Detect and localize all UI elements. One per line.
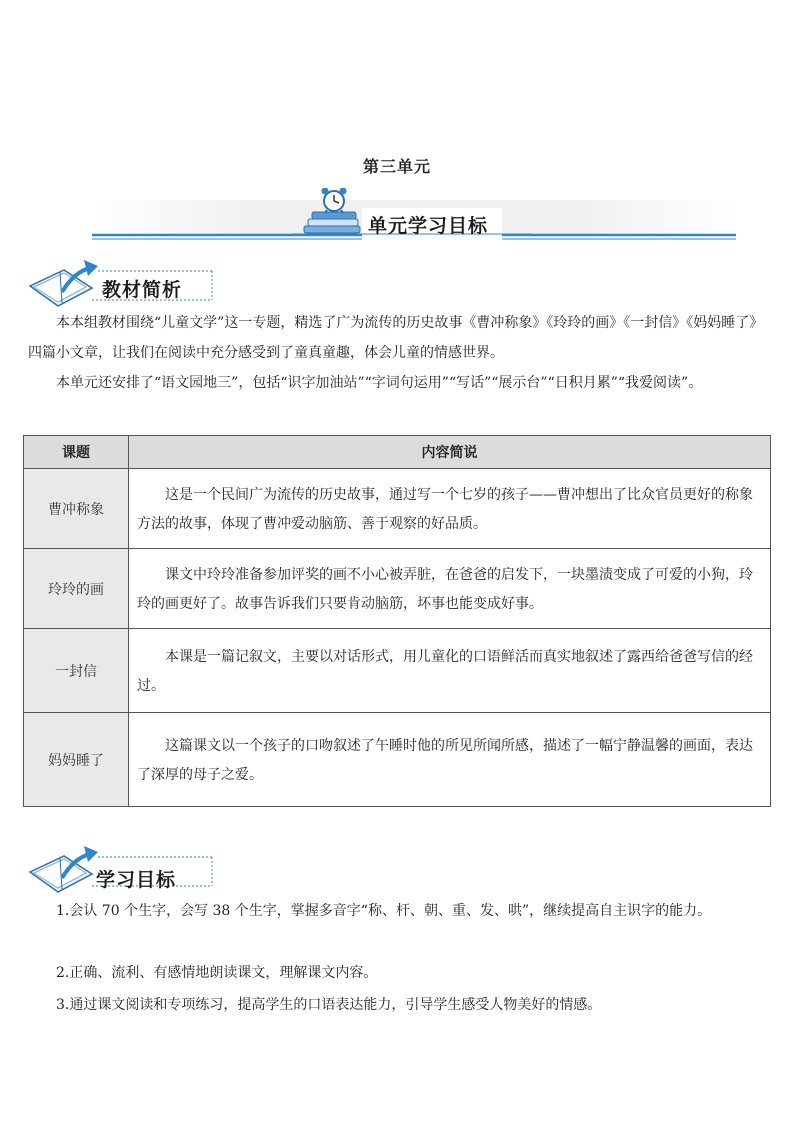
- table-cell-topic: 妈妈睡了: [24, 713, 129, 807]
- page-title: 第三单元: [362, 157, 431, 176]
- table-cell-summary: 课文中玲玲准备参加评奖的画不小心被弄脏，在爸爸的启发下，一块墨渍变成了可爱的小狗，玲玲的画更好了。故事告诉我们只要肯动脑筋，坏事也能变成好事。: [129, 549, 771, 629]
- analysis-paragraph-2: 本单元还安排了“语文园地三”，包括“识字加油站”“字词句运用”“写话”“展示台”“日积月累”“我爱阅读”。: [56, 375, 703, 391]
- table-row: [24, 629, 771, 713]
- table-cell-topic: 曹冲称象: [24, 469, 129, 549]
- goal-item-2: 2.正确、流利、有感情地朗读课文，理解课文内容。: [56, 965, 378, 981]
- table-row: [24, 713, 771, 807]
- banner-title: 单元学习目标: [368, 215, 489, 237]
- table-cell-summary: 这篇课文以一个孩子的口吻叙述了午睡时他的所见所闻所感，描述了一幅宁静温馨的画面，表达了深厚的母子之爱。: [129, 713, 771, 807]
- section-heading-goals: 学习目标: [96, 869, 177, 891]
- book-arrow-icon: [30, 846, 98, 892]
- table-cell-topic: 玲玲的画: [24, 549, 129, 629]
- table-row: [24, 469, 771, 549]
- book-arrow-icon: [30, 260, 98, 306]
- section-heading-analysis: 教材简析: [102, 279, 183, 301]
- goal-item-1: 1.会认 70 个生字，会写 38 个生字，掌握多音字“称、杆、朝、重、发、哄”，继续提高自主识字的能力。: [56, 903, 712, 919]
- table-cell-summary: 这是一个民间广为流传的历史故事，通过写一个七岁的孩子——曹冲想出了比众官员更好的称象方法的故事，体现了曹冲爱动脑筋、善于观察的好品质。: [129, 469, 771, 549]
- table-cell-topic: 一封信: [24, 629, 129, 713]
- table-row: [24, 549, 771, 629]
- analysis-paragraph-1: 本本组教材围绕“儿童文学”这一专题，精选了广为流传的历史故事《曹冲称象》《玲玲的画》《一封信》《妈妈睡了》四篇小文章，让我们在阅读中充分感受到了童真童趣，体会儿童的情感世界。: [28, 315, 764, 361]
- column-header-topic: 课题: [24, 436, 129, 469]
- table-cell-summary: 本课是一篇记叙文，主要以对话形式，用儿童化的口语鲜活而真实地叙述了露西给爸爸写信的经过。: [129, 629, 771, 713]
- table-header-row: [24, 436, 771, 469]
- goal-item-3: 3.通过课文阅读和专项练习，提高学生的口语表达能力，引导学生感受人物美好的情感。: [56, 997, 602, 1013]
- column-header-summary: 内容简说: [129, 436, 771, 469]
- content-table: [23, 435, 771, 807]
